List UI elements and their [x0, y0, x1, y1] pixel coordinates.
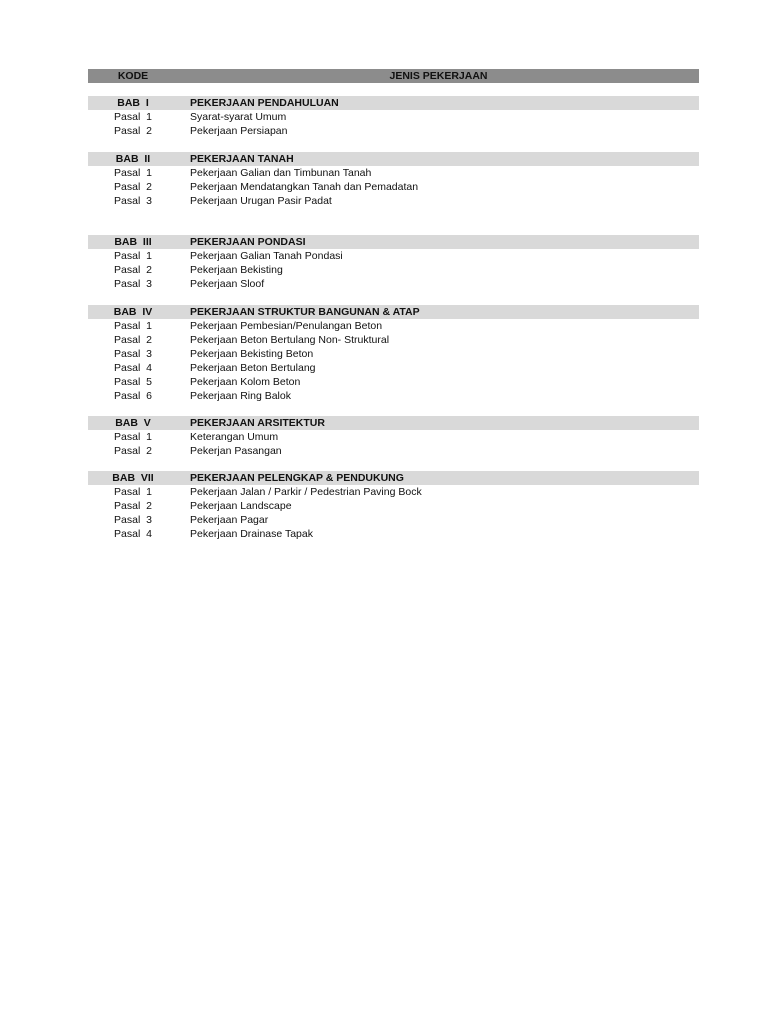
item-description: Pekerjaan Persiapan: [190, 125, 288, 137]
section-code: BAB V: [115, 417, 151, 429]
item-row: [88, 513, 699, 527]
section-code: BAB IV: [113, 306, 153, 318]
section-title: PEKERJAAN PONDASI: [190, 236, 306, 248]
item-code: Pasal 1: [114, 320, 152, 332]
item-description: Pekerjaan Drainase Tapak: [190, 528, 313, 540]
item-code: Pasal 2: [114, 445, 152, 457]
item-row: [88, 319, 699, 333]
item-description: Pekerjaan Galian dan Timbunan Tanah: [190, 167, 372, 179]
item-row: [88, 333, 699, 347]
item-row: [88, 375, 699, 389]
item-row: [88, 485, 699, 499]
item-row: [88, 110, 699, 124]
item-description: Keterangan Umum: [190, 431, 279, 443]
section-header-row: [88, 305, 699, 319]
item-row: [88, 194, 699, 208]
item-code: Pasal 3: [114, 514, 152, 526]
item-row: [88, 180, 699, 194]
item-code: Pasal 4: [114, 528, 152, 540]
section-code: BAB VII: [112, 472, 154, 484]
section-title: PEKERJAAN TANAH: [190, 153, 294, 165]
item-description: Pekerjaan Beton Bertulang: [190, 362, 316, 374]
item-code: Pasal 1: [114, 111, 152, 123]
item-description: Pekerjaan Mendatangkan Tanah dan Pemadatan: [190, 181, 419, 193]
item-description: Pekerjaan Bekisting Beton: [190, 348, 314, 360]
section-header-row: [88, 471, 699, 485]
item-row: [88, 277, 699, 291]
section-header-row: [88, 416, 699, 430]
item-code: Pasal 2: [114, 500, 152, 512]
item-row: [88, 263, 699, 277]
item-code: Pasal 1: [114, 167, 152, 179]
item-row: [88, 444, 699, 458]
section-header-row: [88, 96, 699, 110]
item-code: Pasal 4: [114, 362, 152, 374]
item-row: [88, 389, 699, 403]
header-jenis-pekerjaan: JENIS PEKERJAAN: [389, 70, 488, 82]
item-description: Pekerjaan Jalan / Parkir / Pedestrian Paving Bock: [190, 486, 422, 498]
item-code: Pasal 2: [114, 334, 152, 346]
item-description: Pekerjaan Beton Bertulang Non- Struktural: [190, 334, 390, 346]
item-description: Pekerjan Pasangan: [190, 445, 282, 457]
item-row: [88, 361, 699, 375]
section-title: PEKERJAAN PENDAHULUAN: [190, 97, 339, 109]
item-code: Pasal 2: [114, 264, 152, 276]
section-code: BAB I: [117, 97, 149, 109]
item-description: Pekerjaan Sloof: [190, 278, 265, 290]
item-code: Pasal 3: [114, 278, 152, 290]
item-code: Pasal 1: [114, 431, 152, 443]
item-description: Pekerjaan Ring Balok: [190, 390, 291, 402]
header-kode: KODE: [117, 70, 149, 82]
item-code: Pasal 3: [114, 195, 152, 207]
section-code: BAB III: [114, 236, 152, 248]
item-code: Pasal 1: [114, 250, 152, 262]
item-description: Pekerjaan Galian Tanah Pondasi: [190, 250, 343, 262]
item-description: Pekerjaan Pembesian/Penulangan Beton: [190, 320, 383, 332]
item-description: Pekerjaan Pagar: [190, 514, 269, 526]
item-code: Pasal 3: [114, 348, 152, 360]
item-row: [88, 347, 699, 361]
section-title: PEKERJAAN PELENGKAP & PENDUKUNG: [190, 472, 404, 484]
item-row: [88, 527, 699, 541]
item-row: [88, 124, 699, 138]
item-row: [88, 499, 699, 513]
item-row: [88, 166, 699, 180]
item-description: Pekerjaan Bekisting: [190, 264, 283, 276]
item-code: Pasal 5: [114, 376, 152, 388]
item-code: Pasal 1: [114, 486, 152, 498]
item-description: Pekerjaan Urugan Pasir Padat: [190, 195, 332, 207]
item-code: Pasal 6: [114, 390, 152, 402]
item-code: Pasal 2: [114, 125, 152, 137]
item-row: [88, 249, 699, 263]
item-description: Pekerjaan Kolom Beton: [190, 376, 301, 388]
section-header-row: [88, 235, 699, 249]
item-description: Pekerjaan Landscape: [190, 500, 292, 512]
section-title: PEKERJAAN STRUKTUR BANGUNAN & ATAP: [190, 306, 420, 318]
item-description: Syarat-syarat Umum: [190, 111, 287, 123]
section-code: BAB II: [115, 153, 151, 165]
section-header-row: [88, 152, 699, 166]
item-row: [88, 430, 699, 444]
table-header: [88, 69, 699, 83]
item-code: Pasal 2: [114, 181, 152, 193]
section-title: PEKERJAAN ARSITEKTUR: [190, 417, 325, 429]
